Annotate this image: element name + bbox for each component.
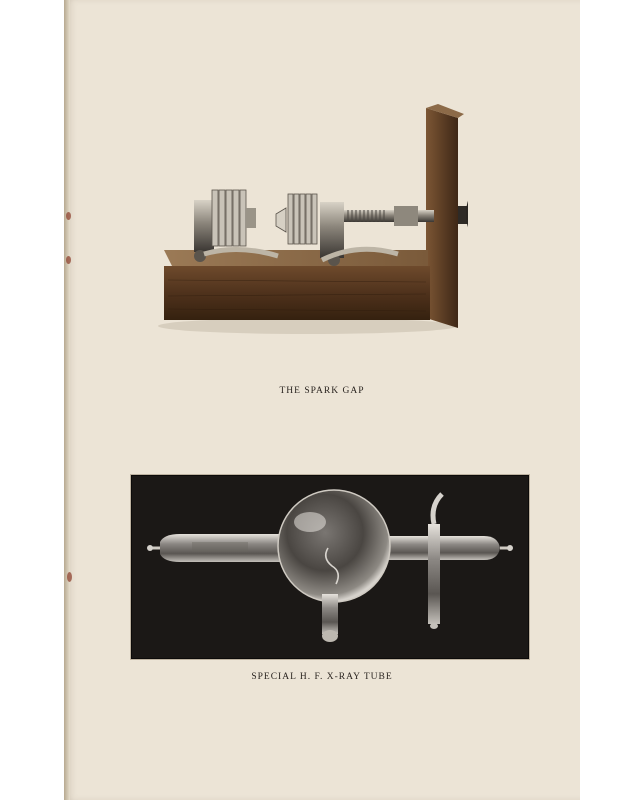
xray-tube-drawing: [132, 476, 528, 658]
xray-tube-caption: SPECIAL H. F. X-RAY TUBE: [251, 672, 393, 682]
stain-mark: [67, 572, 72, 582]
spark-gap-caption: THE SPARK GAP: [279, 386, 365, 396]
xray-tube-photo: [131, 475, 529, 659]
stain-mark: [66, 212, 71, 220]
stain-mark: [66, 256, 71, 264]
spark-gap-photo: [158, 104, 468, 336]
